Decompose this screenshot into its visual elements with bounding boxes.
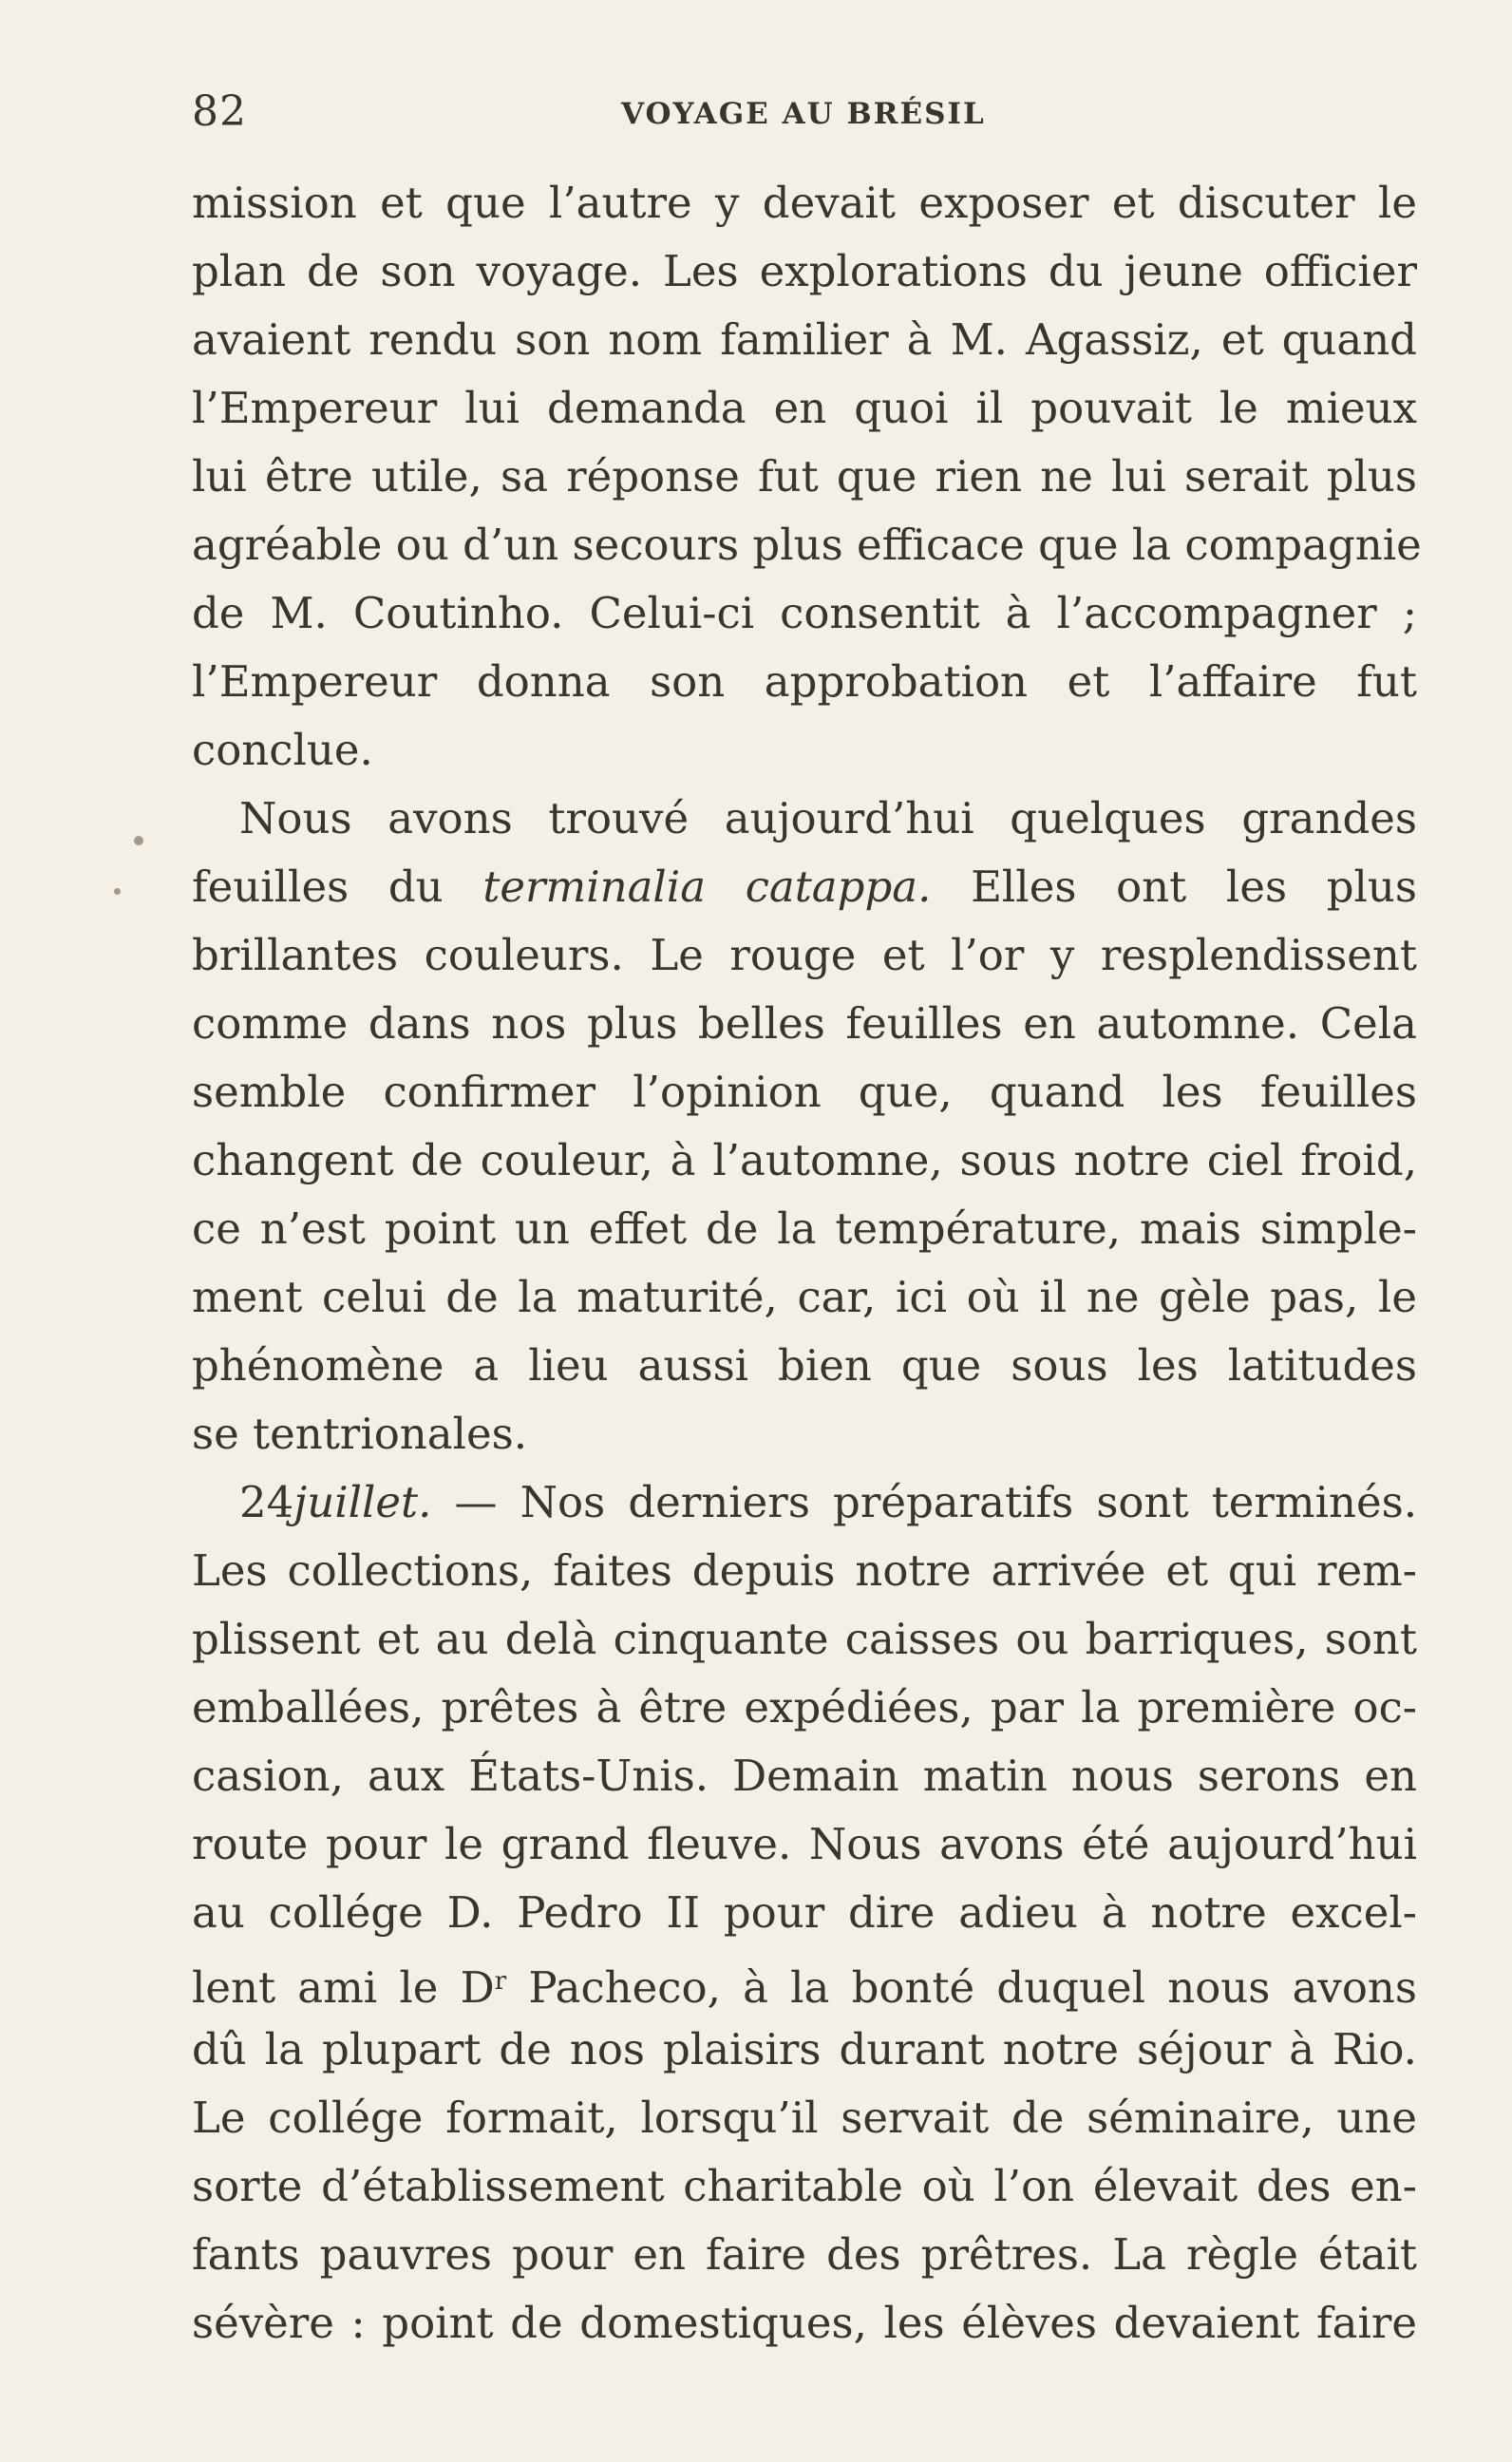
text-line: se tentrionales.	[192, 1409, 528, 1459]
running-title: VOYAGE AU BRÉSIL	[621, 97, 986, 131]
text-line: Le collége formait, lorsqu’il servait de séminaire, une	[192, 2093, 1417, 2143]
page-number: 82	[192, 87, 247, 136]
text-line: changent de couleur, à l’automne, sous notre ciel froid,	[192, 1135, 1417, 1185]
text-line: dû la plupart de nos plaisirs durant notre séjour à Rio.	[192, 2024, 1417, 2074]
text-line: emballées, prêtes à être expédiées, par la première oc-	[192, 1682, 1417, 1733]
text-line: fants pauvres pour en faire des prêtres. La règle était	[192, 2229, 1417, 2280]
text-line: avaient rendu son nom familier à M. Agassiz, et quand	[192, 314, 1417, 365]
text-line: semble confirmer l’opinion que, quand les feuilles	[192, 1067, 1417, 1117]
text-line: Nous avons trouvé aujourd’hui quelques grandes	[239, 793, 1417, 843]
body-text	[192, 169, 1422, 2358]
text-run: Pacheco, à la bonté duquel nous avons	[506, 1962, 1417, 2013]
text-line: route pour le grand fleuve. Nous avons été aujourd’hui	[192, 1819, 1417, 1869]
text-line: ce n’est point un effet de la température, mais simple-	[192, 1203, 1417, 1254]
margin-speck	[134, 836, 143, 845]
page-header	[192, 87, 1417, 144]
text-run: feuilles du	[192, 862, 483, 912]
text-line: l’Empereur donna son approbation et l’affaire fut	[192, 656, 1417, 707]
text-run: — Nos derniers préparatifs sont terminés.	[431, 1477, 1417, 1527]
date-number: 24	[239, 1477, 294, 1527]
text-line: agréable ou d’un secours plus efficace que la compagnie	[192, 520, 1422, 570]
text-run: lent ami le D	[192, 1962, 495, 2013]
text-line	[192, 853, 1417, 921]
text-line: brillantes couleurs. Le rouge et l’or y resplendissent	[192, 930, 1417, 980]
text-line: comme dans nos plus belles feuilles en automne. Cela	[192, 998, 1417, 1049]
text-line: Les collections, faites depuis notre arrivée et qui rem-	[192, 1545, 1417, 1596]
superscript: r	[494, 1967, 507, 1996]
text-line	[192, 1468, 1417, 1537]
text-line: sorte d’établissement charitable où l’on élevait des en-	[192, 2161, 1417, 2211]
text-line: conclue.	[192, 725, 373, 775]
text-line: phénomène a lieu aussi bien que sous les latitudes	[192, 1340, 1417, 1391]
species-name: terminalia catappa.	[482, 862, 932, 912]
text-line: au collége D. Pedro II pour dire adieu à notre excel-	[192, 1887, 1417, 1938]
text-line: mission et que l’autre y devait exposer et discuter le	[192, 178, 1417, 228]
text-line: lui être utile, sa réponse fut que rien ne lui serait plus	[192, 451, 1417, 502]
text-line: plan de son voyage. Les explorations du jeune officier	[192, 246, 1417, 296]
text-line: de M. Coutinho. Celui-ci consentit à l’accompagner ;	[192, 588, 1417, 638]
text-line	[192, 1947, 1417, 2016]
text-line: sévère : point de domestiques, les élèves devaient faire	[192, 2298, 1417, 2348]
text-line: l’Empereur lui demanda en quoi il pouvait le mieux	[192, 383, 1417, 433]
text-run: Elles ont les plus	[931, 862, 1417, 912]
text-line: ment celui de la maturité, car, ici où il ne gèle pas, le	[192, 1272, 1417, 1322]
margin-speck	[114, 888, 121, 895]
text-line: plissent et au delà cinquante caisses ou barriques, sont	[192, 1614, 1417, 1664]
text-line: casion, aux États-Unis. Demain matin nous serons en	[192, 1751, 1417, 1801]
date-month: juillet.	[293, 1477, 432, 1527]
